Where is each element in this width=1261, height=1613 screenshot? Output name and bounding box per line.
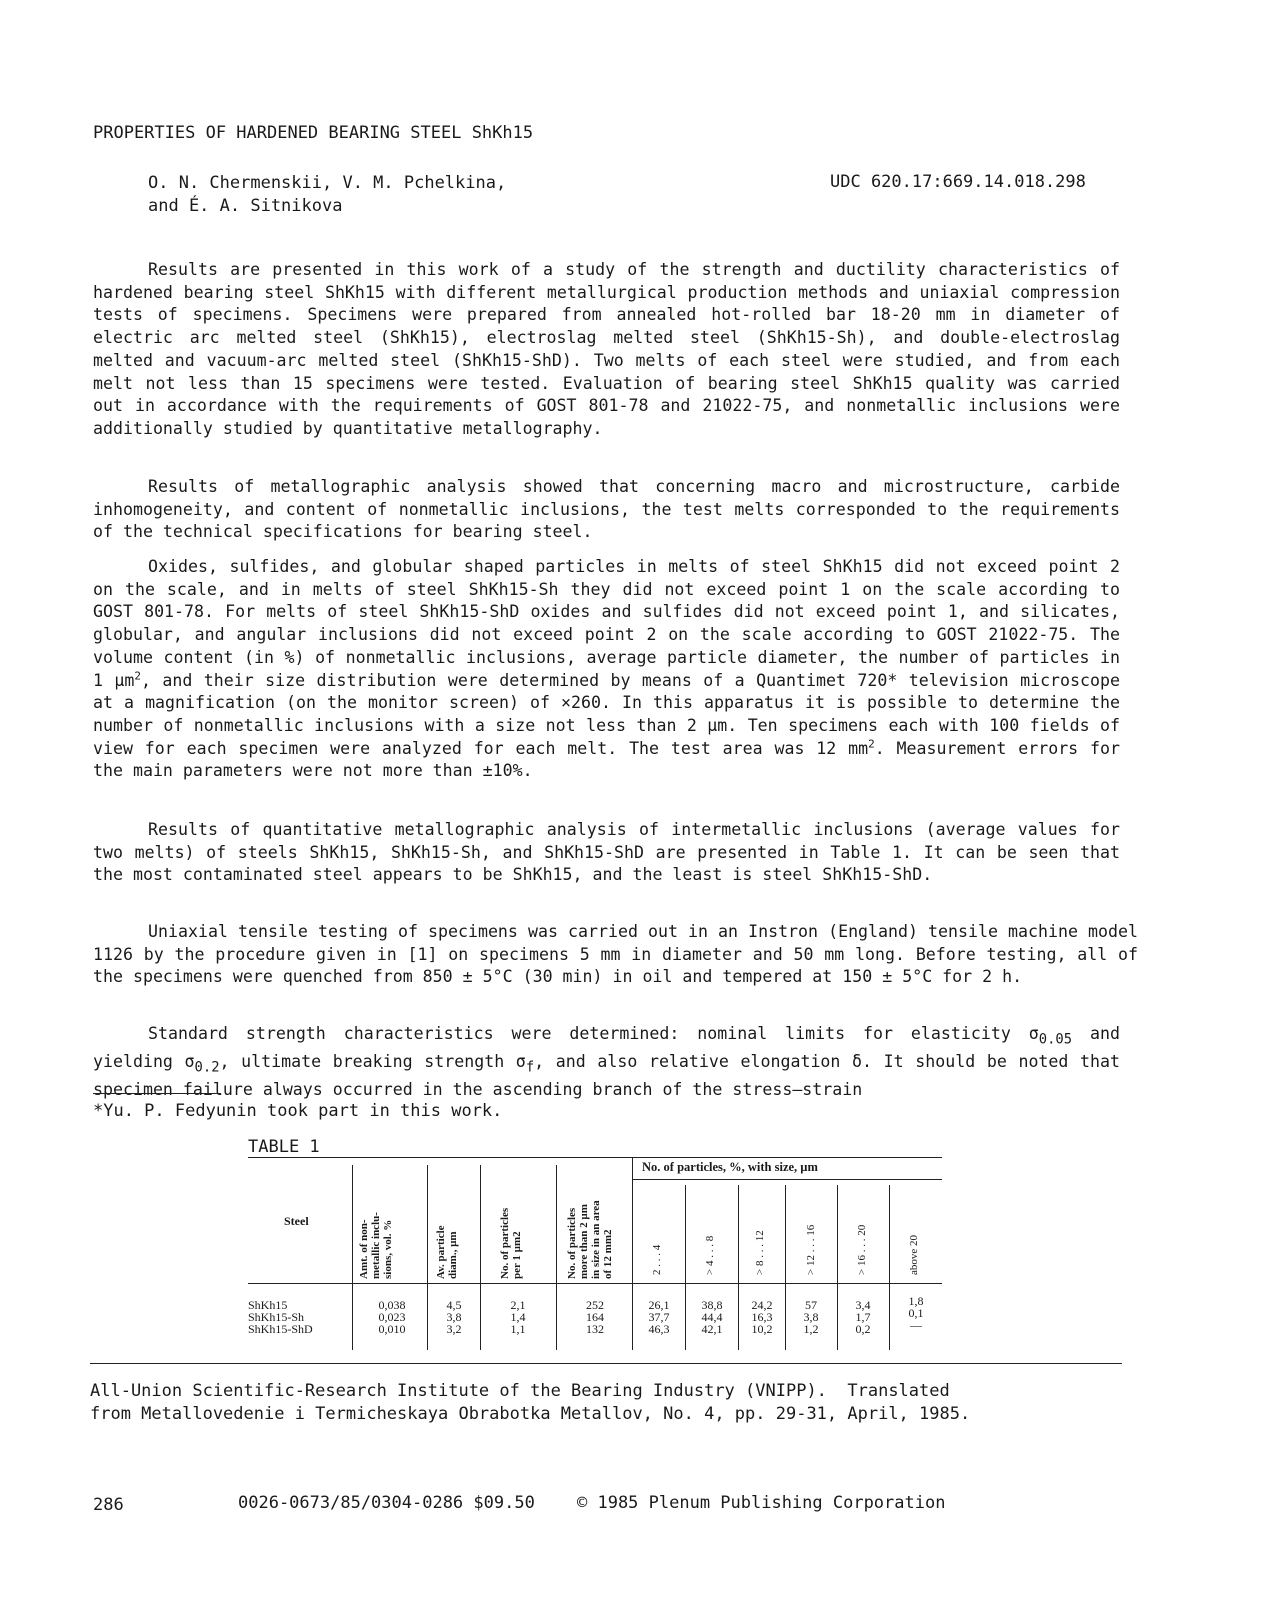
subscript: 0.2 [194,1059,220,1076]
authors-line-1: O. N. Chermenskii, V. M. Pchelkina, [148,173,507,193]
author-list [148,172,506,218]
size-header-12-16: > 12 . . . 16 [805,1224,817,1275]
paragraph-6 [93,1023,1120,1102]
paragraph-3-part-a: Oxides, sulfides, and globular shaped particles in melts of steel ShKh15 did not exceed point 2 on the scale, and in melts of steel ShKh15-Sh they did not exceed point 1 on the scale according to GOST 801-78. For melts of steel ShKh15-ShD oxides and sulfides did not exceed point 1, and silicates, globular, and angular inclusions did not exceed point 2 on the scale according to GOST 21022-75. The volume content (in %) of nonmetallic inclusions, average particle diameter, the number of particles in 1 µm [93,557,1120,690]
column-header-steel: Steel [284,1214,309,1228]
table-cell: 0,038 [378,1298,406,1312]
paragraph-3-part-c: . Measurement errors for the main parameters were not more than ±10%. [93,738,1120,781]
table-cell: 3,8 [803,1310,819,1324]
particles-over-2um-column [570,1299,620,1335]
issn-code: 0026-0673/85/0304-0286 $09.50 [238,1493,535,1513]
footer-divider [90,1363,1122,1364]
table-cell: 26,1 [648,1298,670,1312]
table-cell: 1,7 [855,1310,871,1324]
table-cell: 3,4 [855,1298,871,1312]
table-cell: 57 [805,1298,817,1312]
footnote-divider [93,1093,221,1094]
column-divider [427,1165,428,1350]
table-cell: 42,1 [701,1322,723,1336]
superscript-2: 2 [868,737,875,751]
header-line: more than 2 µm [578,1204,590,1279]
size-16-20-column [840,1299,886,1335]
amount-column [362,1299,422,1335]
diameter-column [434,1299,474,1335]
table-cell: 24,2 [751,1298,773,1312]
udc-code: UDC 620.17:669.14.018.298 [830,172,1086,192]
size-header-4-8: > 4 . . . 8 [704,1235,716,1275]
table-cell: 0,023 [378,1310,406,1324]
size-2-4-column [636,1299,682,1335]
column-group-header: No. of particles, %, with size, µm [642,1160,818,1174]
size-header-above-20: above 20 [908,1234,920,1275]
table-cell: 4,5 [446,1298,462,1312]
superscript-2: 2 [134,668,142,682]
column-divider [480,1165,481,1350]
subscript: 0.05 [1038,1031,1073,1048]
column-divider [632,1157,633,1350]
affiliation-line-1: All-Union Scientific-Research Institute of the Bearing Industry (VNIPP). Translated [90,1381,950,1401]
size-header-8-12: > 8 . . . 12 [754,1230,766,1275]
copyright-notice: © 1985 Plenum Publishing Corporation [577,1493,946,1513]
table-caption: TABLE 1 [248,1137,320,1157]
paper-title: PROPERTIES OF HARDENED BEARING STEEL ShKh15 [93,123,534,143]
paragraph-6-part-b: and yielding σ [93,1024,1121,1072]
paragraph-3 [93,556,1120,783]
table-cell: 0,1 [908,1306,924,1320]
column-header-diameter [435,1225,459,1279]
table-cell: ShKh15-Sh [248,1310,305,1324]
size-above-20-column [893,1295,939,1331]
table-cell: 132 [586,1322,604,1336]
paragraph-6-part-a: Standard strength characteristics were determined: nominal limits for elasticity σ [148,1024,1039,1043]
group-header-rule [632,1179,942,1180]
table-cell: ShKh15-ShD [248,1322,313,1336]
size-4-8-column [689,1299,735,1335]
header-line: diam., µm [447,1231,459,1279]
table-cell: 2,1 [510,1298,526,1312]
table-cell: 16,3 [751,1310,773,1324]
data-table [248,1157,942,1352]
header-line: of 12 mm2 [602,1229,614,1279]
paragraph-3-part-b: , and their size distribution were determined by means of a Quantimet 720* television microscope at a magnification (on the monitor screen) of ×260. In this apparatus it is possible to determine the number of nonmetallic inclusions with a size not less than 2 µm. Ten specimens each with 100 fields of view for each specimen were analyzed for each melt. The test area was 12 mm [93,670,1120,758]
table-cell: 1,1 [510,1322,526,1336]
authors-line-2: and É. A. Sitnikova [148,196,343,216]
column-header-amount [358,1212,394,1279]
table-cell: 164 [586,1310,604,1324]
column-divider [889,1185,890,1350]
table-cell: ShKh15 [248,1298,288,1312]
column-divider [837,1185,838,1350]
table-cell: 3,8 [446,1310,462,1324]
table-cell: 46,3 [648,1322,670,1336]
affiliation-line-2: from Metallovedenie i Termicheskaya Obrabotka Metallov, No. 4, pp. 29-31, April, 1985. [90,1404,971,1424]
table-cell: 1,4 [510,1310,526,1324]
table-cell: 38,8 [701,1298,723,1312]
paragraph-6-part-d: , and also relative elongation δ. It should be noted that specimen failure always occurred in the ascending branch of the stress—strain [93,1052,1120,1100]
table-cell: 10,2 [751,1322,773,1336]
footnote: *Yu. P. Fedyunin took part in this work. [93,1101,503,1121]
column-divider [352,1165,353,1350]
header-line: per 1 µm2 [511,1231,523,1279]
table-cell: 1,2 [803,1322,819,1336]
column-divider [785,1185,786,1350]
paragraph-5: Uniaxial tensile testing of specimens was carried out in an Instron (England) tensile machine model 1126 by the procedure given in [1] on specimens 5 mm in diameter and 50 mm long. Before testing, all of the specimens were quenched from 850 ± 5°C (30 min) in oil and tempered at 150 ± 5°C for 2 h. [93,922,1138,987]
column-header-particles-over-2um [566,1200,614,1279]
paragraph-4: Results of quantitative metallographic analysis of intermetallic inclusions (average values for two melts) of steels ShKh15, ShKh15-Sh, and ShKh15-ShD are presented in Table 1. It can be seen that the most contaminated steel appears to be ShKh15, and the least is steel ShKh15-ShD. [93,820,1120,885]
table-cell: 44,4 [701,1310,723,1324]
column-divider [556,1165,557,1350]
header-line: sions, vol. % [382,1219,394,1279]
particles-per-um2-column [494,1299,542,1335]
size-12-16-column [788,1299,834,1335]
paragraph-2: Results of metallographic analysis showed that concerning macro and microstructure, carbide inhomogeneity, and content of nonmetallic inclusions, the test melts corresponded to the requirements of the technical specifications for bearing steel. [93,477,1120,542]
table-top-rule [248,1157,942,1158]
paragraph-6-part-c: , ultimate breaking strength σ [219,1052,526,1072]
table-cell: 0,2 [855,1322,871,1336]
header-line: Av. particle [435,1225,447,1279]
subscript: f [525,1059,535,1076]
size-header-2-4: 2 . . . 4 [651,1244,663,1275]
table-cell: 1,8 [908,1294,924,1308]
table-cell: — [910,1318,922,1332]
size-header-16-20: > 16 . . . 20 [856,1224,868,1275]
paragraph-1: Results are presented in this work of a study of the strength and ductility characteristics of hardened bearing steel ShKh15 with different metallurgical production methods and uniaxial compression tests of specimens. Specimens were prepared from annealed hot-rolled bar 18-20 mm in diameter of electric arc melted steel (ShKh15), electroslag melted steel (ShKh15-Sh), and double-electroslag melted and vacuum-arc melted steel (ShKh15-ShD). Two melts of each steel were studied, and from each melt not less than 15 specimens were tested. Evaluation of bearing steel ShKh15 quality was carried out in accordance with the requirements of GOST 801-78 and 21022-75, and nonmetallic inclusions were additionally studied by quantitative metallography. [93,260,1120,438]
table-cell: 37,7 [648,1310,670,1324]
header-line: Amt. of non- [358,1219,370,1279]
column-header-particles-per-um2 [499,1208,523,1279]
table-cell: 0,010 [378,1322,406,1336]
steel-column [248,1299,313,1335]
header-line: metallic inclu- [370,1212,382,1279]
header-line: in size in an area [590,1200,602,1279]
column-divider [738,1185,739,1350]
header-line: No. of particles [566,1207,578,1279]
affiliation-note [90,1380,1130,1426]
size-8-12-column [740,1299,784,1335]
table-cell: 3,2 [446,1322,462,1336]
table-cell: 252 [586,1298,604,1312]
header-line: No. of particles [499,1207,511,1279]
column-divider [685,1185,686,1350]
page-number: 286 [93,1495,124,1515]
